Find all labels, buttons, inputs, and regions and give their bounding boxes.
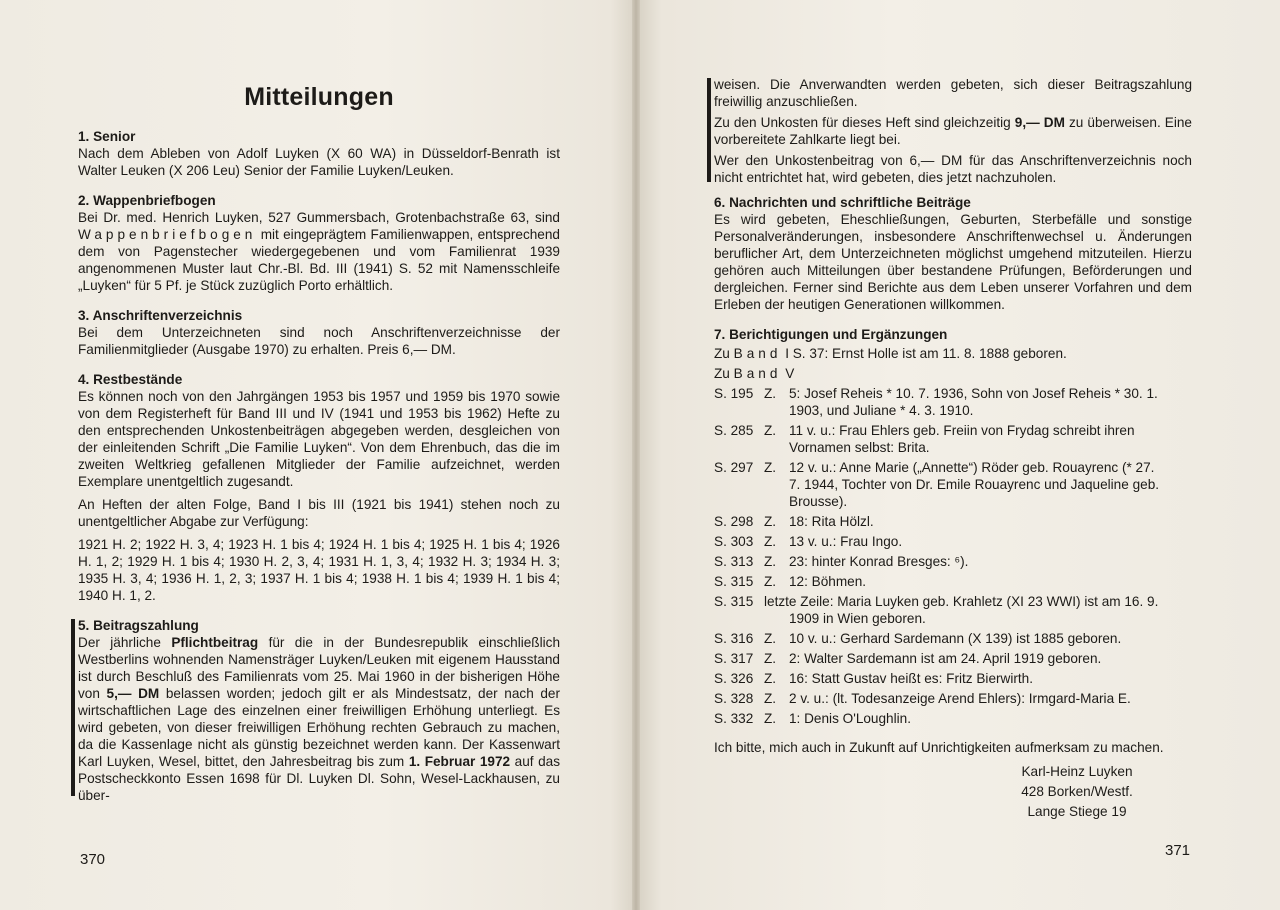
list-item: S. 316 Z. 10 v. u.: Gerhard Sardemann (X 139) ist 1885 geboren.: [714, 631, 1122, 646]
corrections-list: [714, 385, 1192, 727]
list-item: S. 317 Z. 2: Walter Sardemann ist am 24. April 1919 geboren.: [714, 651, 1102, 666]
signature-block: [714, 762, 1142, 822]
list-item: S. 303 Z. 13 v. u.: Frau Ingo.: [714, 534, 903, 549]
spaced-word: Wappenbriefbogen: [78, 227, 257, 242]
signature-name: Karl-Heinz Luyken: [1021, 764, 1133, 779]
left-column: [78, 82, 560, 804]
list-item: S. 297 Z. 12 v. u.: Anne Marie („Annette“) Röder geb. Rouayrenc (* 27. 7. 1944, Tochter von Dr. Emile Rouayrenc und Jaqueline geb. Brousse).: [714, 460, 1160, 509]
section-3-heading: 3. Anschriftenverzeichnis: [78, 308, 243, 323]
band-5-line: Zu Band V: [714, 366, 795, 381]
page-title: Mitteilungen: [244, 83, 394, 111]
list-item: S. 195 Z. 5: Josef Reheis * 10. 7. 1936, Sohn von Josef Reheis * 30. 1. 1903, und Juliane * 4. 3. 1910.: [714, 386, 1158, 418]
section-5-marked: [78, 617, 560, 804]
section-1-heading: 1. Senior: [78, 129, 136, 144]
section-4-text-1: Es können noch von den Jahrgängen 1953 bis 1957 und 1959 bis 1970 sowie von dem Registerheft für Band III und IV (1941 und 1953 bis 1962) Hefte zu den entsprechenden Unkostenbeiträgen abgegeben werden, desgleichen von der einleitenden Schrift „Die Familie Luyken“. Von dem Ehrenbuch, das die im zweiten Weltkrieg gefallenen Mitglieder der Familie aufzeichnet, werden Exemplare unentgeltlich zugesandt.: [78, 389, 560, 489]
section-2-text: Bei Dr. med. Henrich Luyken, 527 Gummersbach, Grotenbachstraße 63, sind Wappenbriefbogen mit eingeprägtem Familienwappen, entsprechend dem von Pagenstecher wiedergegebenen und vom Familienrat 1939 angenommenen Muster laut Chr.-Bl. Bd. III (1941) S. 52 mit Namensschleife „Luyken“ für 5 Pf. je Stück zuzüglich Porto erhältlich.: [78, 210, 560, 293]
margin-bar: [707, 78, 711, 182]
list-item: S. 285 Z. 11 v. u.: Frau Ehlers geb. Freiin von Frydag schreibt ihren Vornamen selbst: Brita.: [714, 423, 1135, 455]
section-5-text: Der jährliche Pflichtbeitrag für die in der Bundesrepublik einschließlich Westberlins wohnenden Namensträger Luyken/Leuken mit eigenem Hausstand ist durch Beschluß des Familienrats vom 25. Mai 1960 in der bisherigen Höhe von 5,— DM belassen worden; jedoch gilt er als Mindestsatz, der nach der wirtschaftlichen Lage des einzelnen einer freiwilligen Erhöhung unterliegt. Es wird gebeten, von dieser freiwilligen Erhöhung rechten Gebrauch zu machen, da die Kassenlage nicht als günstig bezeichnet werden kann. Der Kassenwart Karl Luyken, Wesel, bittet, den Jahresbeitrag bis zum 1. Februar 1972 auf das Postscheckkonto Essen 1698 für Dl. Luyken Dl. Sohn, Wesel-Lackhausen, zu über-: [78, 635, 561, 803]
page-number-left: 370: [80, 851, 106, 868]
continuation-text-3: Wer den Unkostenbeitrag von 6,— DM für das Anschriftenverzeichnis noch nicht entrichtet hat, wird gebeten, dies jetzt nachzuholen.: [714, 153, 1192, 185]
page-number-right: 371: [1165, 842, 1191, 859]
continuation-text-2: Zu den Unkosten für dieses Heft sind gleichzeitig 9,— DM zu überweisen. Eine vorbereitete Zahlkarte liegt bei.: [714, 115, 1192, 147]
signature-city: 428 Borken/Westf.: [1021, 784, 1133, 799]
list-item: S. 328 Z. 2 v. u.: (lt. Todesanzeige Arend Ehlers): Irmgard-Maria E.: [714, 691, 1131, 706]
list-item: S. 315 letzte Zeile: Maria Luyken geb. Krahletz (XI 23 WWI) ist am 16. 9. 1909 in Wien geboren.: [714, 594, 1159, 626]
closing-text: Ich bitte, mich auch in Zukunft auf Unrichtigkeiten aufmerksam zu machen.: [714, 740, 1164, 755]
right-column: [714, 76, 1192, 822]
list-item: S. 326 Z. 16: Statt Gustav heißt es: Fritz Bierwirth.: [714, 671, 1034, 686]
section-4-text-3: 1921 H. 2; 1922 H. 3, 4; 1923 H. 1 bis 4; 1924 H. 1 bis 4; 1925 H. 1 bis 4; 1926 H. 1, 2; 1929 H. 1 bis 4; 1930 H. 2, 3, 4; 1931 H. 1, 3, 4; 1932 H. 3; 1934 H. 3; 1935 H. 3, 4; 1936 H. 1, 2, 3; 1937 H. 1 bis 4; 1938 H. 1 bis 4; 1939 H. 1 bis 4; 1940 H. 1, 2.: [78, 537, 560, 603]
margin-bar: [71, 619, 75, 796]
section-4-text-2: An Heften der alten Folge, Band I bis III (1921 bis 1941) stehen noch zu unentgeltlicher Abgabe zur Verfügung:: [78, 497, 560, 529]
section-6-heading: 6. Nachrichten und schriftliche Beiträge: [714, 195, 971, 210]
continuation-marked: [714, 76, 1192, 186]
section-3-text: Bei dem Unterzeichneten sind noch Anschriftenverzeichnisse der Familienmitglieder (Ausgabe 1970) zu erhalten. Preis 6,— DM.: [78, 325, 560, 357]
list-item: S. 313 Z. 23: hinter Konrad Bresges: ⁶).: [714, 554, 969, 569]
section-1-text: Nach dem Ableben von Adolf Luyken (X 60 WA) in Düsseldorf-Benrath ist Walter Leuken (X 206 Leu) Senior der Familie Luyken/Leuken.: [78, 146, 560, 178]
section-6-text: Es wird gebeten, Eheschließungen, Geburten, Sterbefälle und sonstige Personalveränderungen, insbesondere Anschriftenwechsel u. Änderungen beruflicher Art, dem Unterzeichneten möglichst umgehend mitzuteilen. Hierzu gehören auch Mitteilungen über bestandene Prüfungen, Beförderungen und dergleichen. Ferner sind Berichte aus dem Leben unserer Vorfahren und dem Erleben der heutigen Generationen willkommen.: [714, 212, 1192, 312]
list-item: S. 332 Z. 1: Denis O'Loughlin.: [714, 711, 911, 726]
section-2-heading: 2. Wappenbriefbogen: [78, 193, 216, 208]
book-gutter: [632, 0, 640, 910]
band-1-line: Zu Band I S. 37: Ernst Holle ist am 11. 8. 1888 geboren.: [714, 346, 1067, 361]
section-7-heading: 7. Berichtigungen und Ergänzungen: [714, 327, 948, 342]
section-5-heading: 5. Beitragszahlung: [78, 618, 199, 633]
list-item: S. 298 Z. 18: Rita Hölzl.: [714, 514, 874, 529]
continuation-text-1: weisen. Die Anverwandten werden gebeten, sich dieser Beitragszahlung freiwillig anzuschließen.: [714, 77, 1192, 109]
list-item: S. 315 Z. 12: Böhmen.: [714, 574, 867, 589]
section-4-heading: 4. Restbestände: [78, 372, 183, 387]
signature-street: Lange Stiege 19: [1027, 804, 1127, 819]
